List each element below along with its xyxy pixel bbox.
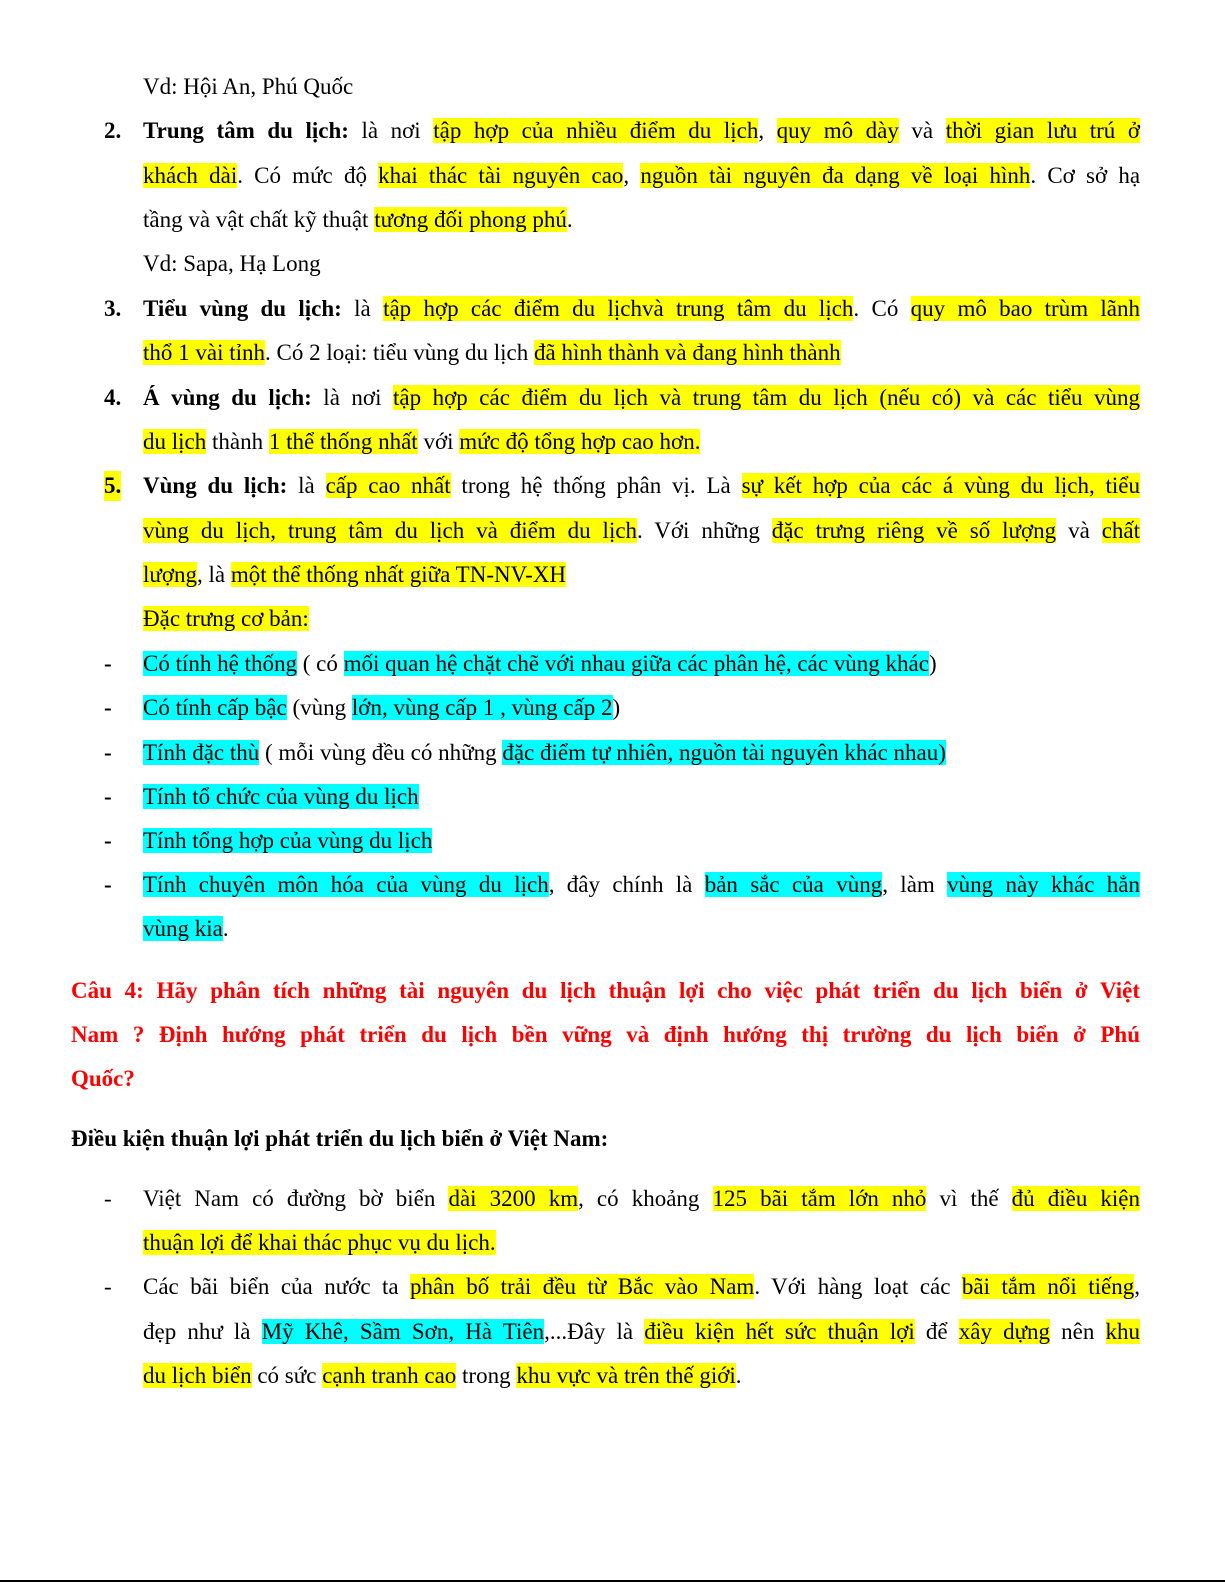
bullet-dash: - (104, 651, 112, 676)
item-trung-tam-line (143, 205, 1140, 235)
text: . (735, 1363, 742, 1388)
text: , (1134, 1274, 1140, 1299)
bullet-line (143, 1272, 1140, 1302)
text: (vùng (286, 695, 352, 720)
highlight: tương đối phong phú (374, 207, 567, 232)
bullet-dash: - (104, 784, 112, 809)
text: , (758, 118, 777, 143)
highlight: xây dựng (958, 1319, 1051, 1344)
text: . Có (853, 296, 911, 321)
highlight: phân bố trải đều từ Bắc vào Nam (410, 1274, 755, 1299)
highlight: tập hợp các điểm du lịch và trung tâm du lịch (nếu có) và các tiểu vùng (393, 385, 1140, 410)
highlight-cyan: Tính chuyên môn hóa của vùng du lịch (143, 872, 549, 897)
text: , làm (882, 872, 948, 897)
highlight: thổ 1 vài tỉnh (143, 340, 266, 365)
features-heading (143, 604, 1140, 634)
text: là (287, 473, 326, 498)
text: , (623, 163, 641, 188)
highlight-cyan: Mỹ Khê, Sầm Sơn, Hà Tiên (261, 1319, 545, 1344)
highlight: 125 bãi tắm lớn nhỏ (712, 1186, 927, 1211)
text: ) (612, 695, 621, 720)
term: Á vùng du lịch: (143, 385, 312, 410)
highlight: sự kết hợp của các á vùng du lịch, tiểu (741, 473, 1141, 498)
highlight-cyan: lớn, vùng cấp 1 , vùng cấp 2 (351, 695, 613, 720)
text: Việt Nam có đường bờ biển (143, 1186, 449, 1211)
highlight: khai thác tài nguyên cao (378, 163, 624, 188)
text: để (914, 1319, 959, 1344)
item-tieu-vung-line (143, 338, 1140, 368)
item-number: 3. (104, 296, 122, 321)
highlight-cyan: Có tính cấp bậc (143, 695, 287, 720)
item-vung-line (143, 471, 1140, 501)
highlight: cạnh tranh cao (322, 1363, 457, 1388)
page-bottom-rule (0, 1580, 1225, 1582)
bullet-dash: - (104, 1274, 112, 1299)
text: ( có (296, 651, 344, 676)
text: trong hệ thống phân vị. Là (450, 473, 742, 498)
feature-line (143, 782, 1140, 812)
question-heading: Nam ? Định hướng phát triển du lịch bền vững và định hướng thị trường du lịch biển ở Phú (71, 1022, 1140, 1047)
question-heading: Quốc? (71, 1066, 135, 1091)
text: , đây chính là (548, 872, 705, 897)
highlight: một thể thống nhất giữa TN-NV-XH (230, 562, 566, 587)
text: . Với những (637, 518, 772, 543)
text: là nơi (311, 385, 393, 410)
example-line: Vd: Sapa, Hạ Long (143, 251, 321, 276)
example-line: Vd: Hội An, Phú Quốc (143, 74, 354, 99)
item-trung-tam-line (143, 116, 1140, 146)
text: . Với hàng loạt các (754, 1274, 962, 1299)
text: thành (206, 429, 269, 454)
text: và (1056, 518, 1102, 543)
term: Trung tâm du lịch: (143, 118, 349, 143)
highlight: thời gian lưu trú ở (945, 118, 1141, 143)
highlight: thuận lợi để khai thác phục vụ du lịch. (143, 1230, 496, 1255)
feature-line (143, 738, 1140, 768)
highlight: chất (1101, 518, 1141, 543)
text: . Cơ sở hạ (1030, 163, 1141, 188)
item-tieu-vung-line (143, 294, 1140, 324)
feature-line (143, 693, 1140, 723)
item-number: 4. (104, 385, 122, 410)
highlight: 1 thể thống nhất (268, 429, 418, 454)
highlight-cyan: mối quan hệ chặt chẽ với nhau giữa các phân hệ, các vùng khác (343, 651, 929, 676)
highlight: cấp cao nhất (325, 473, 451, 498)
highlight: điều kiện hết sức thuận lợi (644, 1319, 915, 1344)
highlight-cyan: Tính tổ chức của vùng du lịch (143, 784, 419, 809)
bullet-dash: - (104, 1186, 112, 1211)
item-trung-tam-line (143, 161, 1140, 191)
text: vì thế (926, 1186, 1012, 1211)
text: là nơi (348, 118, 434, 143)
item-number: 2. (104, 118, 122, 143)
highlight: bãi tắm nổi tiếng (961, 1274, 1135, 1299)
text: ) (928, 651, 937, 676)
highlight-cyan: Có tính hệ thống (143, 651, 297, 676)
highlight: đặc trưng riêng về số lượng (771, 518, 1057, 543)
text: nên (1050, 1319, 1106, 1344)
feature-line (143, 649, 1140, 679)
text: , là (197, 562, 231, 587)
item-vung-line (143, 560, 1140, 590)
text: trong (456, 1363, 517, 1388)
highlight: du lịch (143, 429, 207, 454)
feature-line (143, 826, 1140, 856)
text: . (222, 916, 229, 941)
question-heading: Câu 4: Hãy phân tích những tài nguyên du lịch thuận lợi cho việc phát triển du lịch biển ở Việt (71, 978, 1140, 1003)
item-vung-line (143, 516, 1140, 546)
bullet-line (143, 1317, 1140, 1347)
highlight-cyan: đặc điểm tự nhiên, nguồn tài nguyên khác nhau) (502, 740, 946, 765)
section-heading: Điều kiện thuận lợi phát triển du lịch biển ở Việt Nam: (71, 1126, 609, 1151)
bullet-line (143, 1228, 1140, 1258)
bullet-dash: - (104, 872, 112, 897)
feature-line (143, 914, 1140, 944)
text: , có khoảng (578, 1186, 713, 1211)
highlight-cyan: Tính tổng hợp của vùng du lịch (143, 828, 433, 853)
highlight-cyan: vùng kia (143, 916, 223, 941)
feature-line (143, 870, 1140, 900)
bullet-dash: - (104, 740, 112, 765)
highlight-cyan: Tính đặc thù (143, 740, 260, 765)
highlight: nguồn tài nguyên đa dạng về loại hình (640, 163, 1031, 188)
highlight: lượng (143, 562, 198, 587)
highlight-cyan: bản sắc của vùng (704, 872, 883, 897)
highlight: Đặc trưng cơ bản: (143, 606, 309, 631)
item-number: 5. (104, 471, 121, 501)
highlight: khách dài (143, 163, 238, 188)
text: Các bãi biển của nước ta (143, 1274, 411, 1299)
text: ,...Đây là (544, 1319, 645, 1344)
text: và (898, 118, 946, 143)
text: ( mỗi vùng đều có những (259, 740, 503, 765)
term: Tiểu vùng du lịch: (143, 296, 342, 321)
highlight: mức độ tổng hợp cao hơn. (459, 429, 701, 454)
bullet-line (143, 1184, 1140, 1214)
bullet-dash: - (104, 695, 112, 720)
item-a-vung-line (143, 383, 1140, 413)
text: có sức (251, 1363, 323, 1388)
bullet-line (143, 1361, 1140, 1391)
bullet-dash: - (104, 828, 112, 853)
highlight: quy mô bao trùm lãnh (910, 296, 1141, 321)
highlight: tập hợp các điểm du lịchvà trung tâm du lịch (383, 296, 854, 321)
highlight: đủ điều kiện (1011, 1186, 1140, 1211)
highlight: dài 3200 km (448, 1186, 579, 1211)
text: với (417, 429, 460, 454)
text: . Có 2 loại: tiểu vùng du lịch (265, 340, 534, 365)
highlight: khu (1105, 1319, 1140, 1344)
highlight: quy mô dày (776, 118, 899, 143)
highlight: khu vực và trên thế giới (516, 1363, 736, 1388)
highlight: du lịch biển (143, 1363, 252, 1388)
highlight: vùng du lịch, trung tâm du lịch và điểm du lịch (143, 518, 638, 543)
highlight: tập hợp của nhiều điểm du lịch (433, 118, 759, 143)
text: . (566, 207, 573, 232)
highlight: đã hình thành và đang hình thành (533, 340, 841, 365)
text: đẹp như là (143, 1319, 262, 1344)
text: là (341, 296, 384, 321)
text: tầng và vật chất kỹ thuật (143, 207, 375, 232)
term: Vùng du lịch: (143, 473, 288, 498)
text: . Có mức độ (237, 163, 379, 188)
highlight-cyan: vùng này khác hẳn (947, 872, 1140, 897)
item-a-vung-line (143, 427, 1140, 457)
